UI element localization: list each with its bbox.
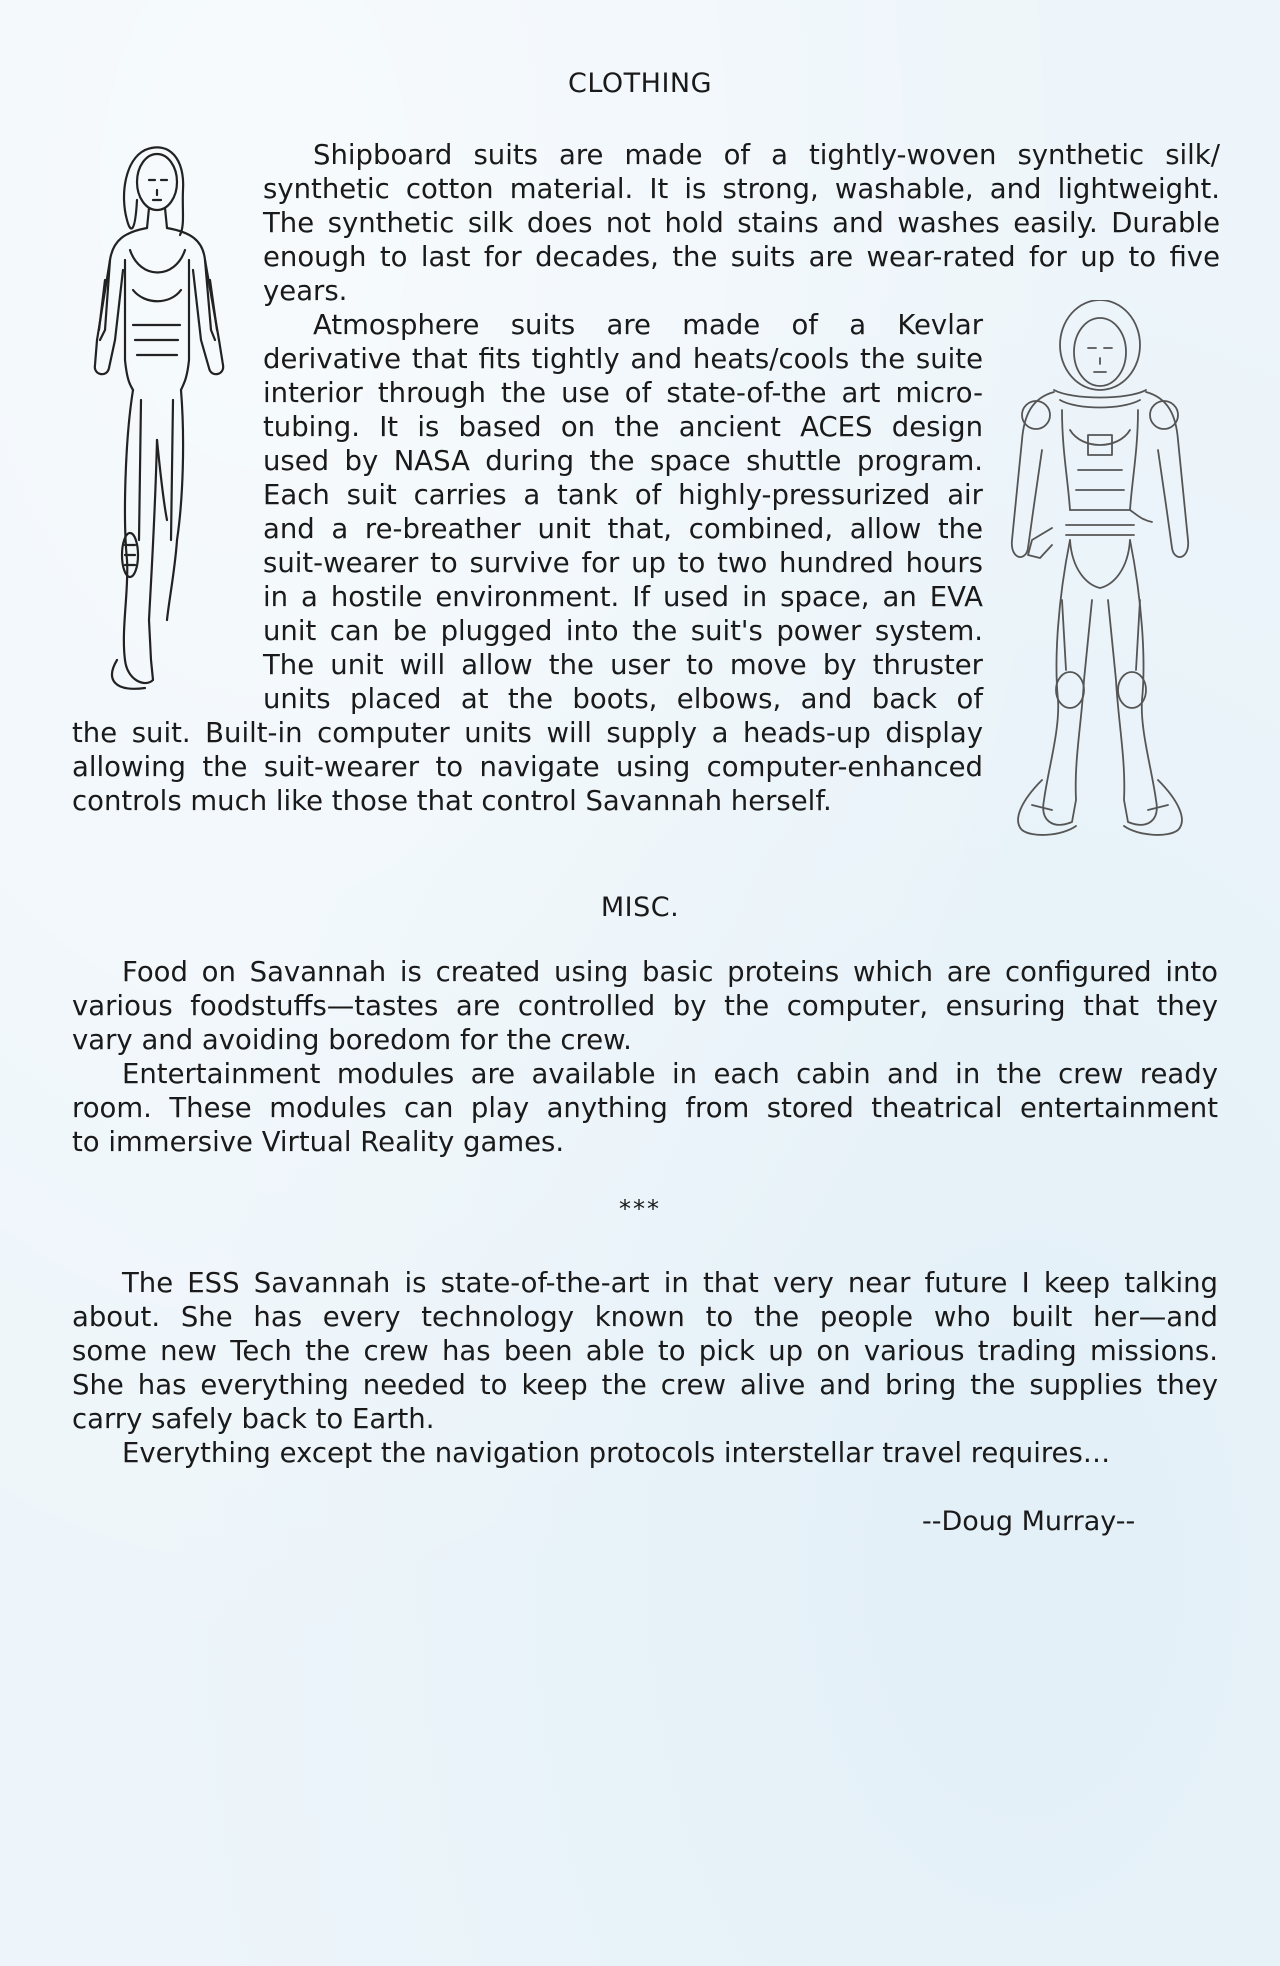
text-line: unit can be plugged into the suit's power system. (263, 615, 983, 647)
text-line: units placed at the boots, elbows, and back of (263, 683, 983, 715)
text-line: in a hostile environment. If used in space, an EVA (263, 581, 983, 613)
text-line: The synthetic silk does not hold stains and washes easily. Durable (263, 207, 1220, 239)
clothing-heading: CLOTHING (567, 68, 713, 99)
text-line: Each suit carries a tank of highly-pressurized air (263, 479, 983, 511)
closing-paragraph-2 (72, 1436, 1218, 1470)
shipboard-suit-figure (85, 140, 265, 700)
text-line: tubing. It is based on the ancient ACES design (263, 411, 983, 443)
text-line: carry safely back to Earth. (72, 1403, 435, 1435)
text-line: She has everything needed to keep the crew alive and bring the supplies they (72, 1369, 1218, 1401)
misc-paragraph-1 (72, 955, 1218, 1057)
author-signature: --Doug Murray-- (922, 1506, 1136, 1537)
text-line: to immersive Virtual Reality games. (72, 1126, 565, 1158)
section-separator: *** (619, 1195, 661, 1223)
text-line: vary and avoiding boredom for the crew. (72, 1024, 632, 1056)
text-line: Shipboard suits are made of a tightly-woven synthetic silk/ (313, 139, 1220, 171)
misc-paragraph-2 (72, 1057, 1218, 1159)
text-line: enough to last for decades, the suits are wear-rated for up to five (263, 241, 1220, 273)
text-line: The unit will allow the user to move by thruster (263, 649, 983, 681)
text-line: Everything except the navigation protocols interstellar travel requires… (122, 1437, 1111, 1469)
clothing-paragraph-1 (263, 138, 1220, 308)
text-line: Atmosphere suits are made of a Kevlar (313, 309, 983, 341)
text-line: used by NASA during the space shuttle program. (263, 445, 983, 477)
text-line: Food on Savannah is created using basic proteins which are configured into (122, 956, 1218, 988)
text-line: The ESS Savannah is state-of-the-art in that very near future I keep talking (122, 1267, 1218, 1299)
atmosphere-suit-figure (992, 300, 1222, 845)
misc-heading: MISC. (600, 892, 680, 923)
text-line: Entertainment modules are available in each cabin and in the crew ready (122, 1058, 1218, 1090)
text-line: controls much like those that control Savannah herself. (72, 785, 832, 817)
text-line: room. These modules can play anything from stored theatrical entertainment (72, 1092, 1218, 1124)
text-line: derivative that fits tightly and heats/cools the suite (263, 343, 983, 375)
text-line: the suit. Built-in computer units will supply a heads-up display (72, 717, 983, 749)
text-line: various foodstuffs—tastes are controlled by the computer, ensuring that they (72, 990, 1218, 1022)
text-line: suit-wearer to survive for up to two hundred hours (263, 547, 983, 579)
clothing-paragraph-2 (263, 308, 983, 716)
text-line: and a re-breather unit that, combined, allow the (263, 513, 983, 545)
text-line: allowing the suit-wearer to navigate using computer-enhanced (72, 751, 983, 783)
clothing-paragraph-2-continued (72, 716, 983, 818)
text-line: years. (263, 275, 348, 307)
text-line: synthetic cotton material. It is strong, washable, and lightweight. (263, 173, 1220, 205)
text-line: some new Tech the crew has been able to pick up on various trading missions. (72, 1335, 1218, 1367)
closing-paragraph-1 (72, 1266, 1218, 1436)
text-line: interior through the use of state-of-the art micro- (263, 377, 983, 409)
text-line: about. She has every technology known to the people who built her—and (72, 1301, 1218, 1333)
